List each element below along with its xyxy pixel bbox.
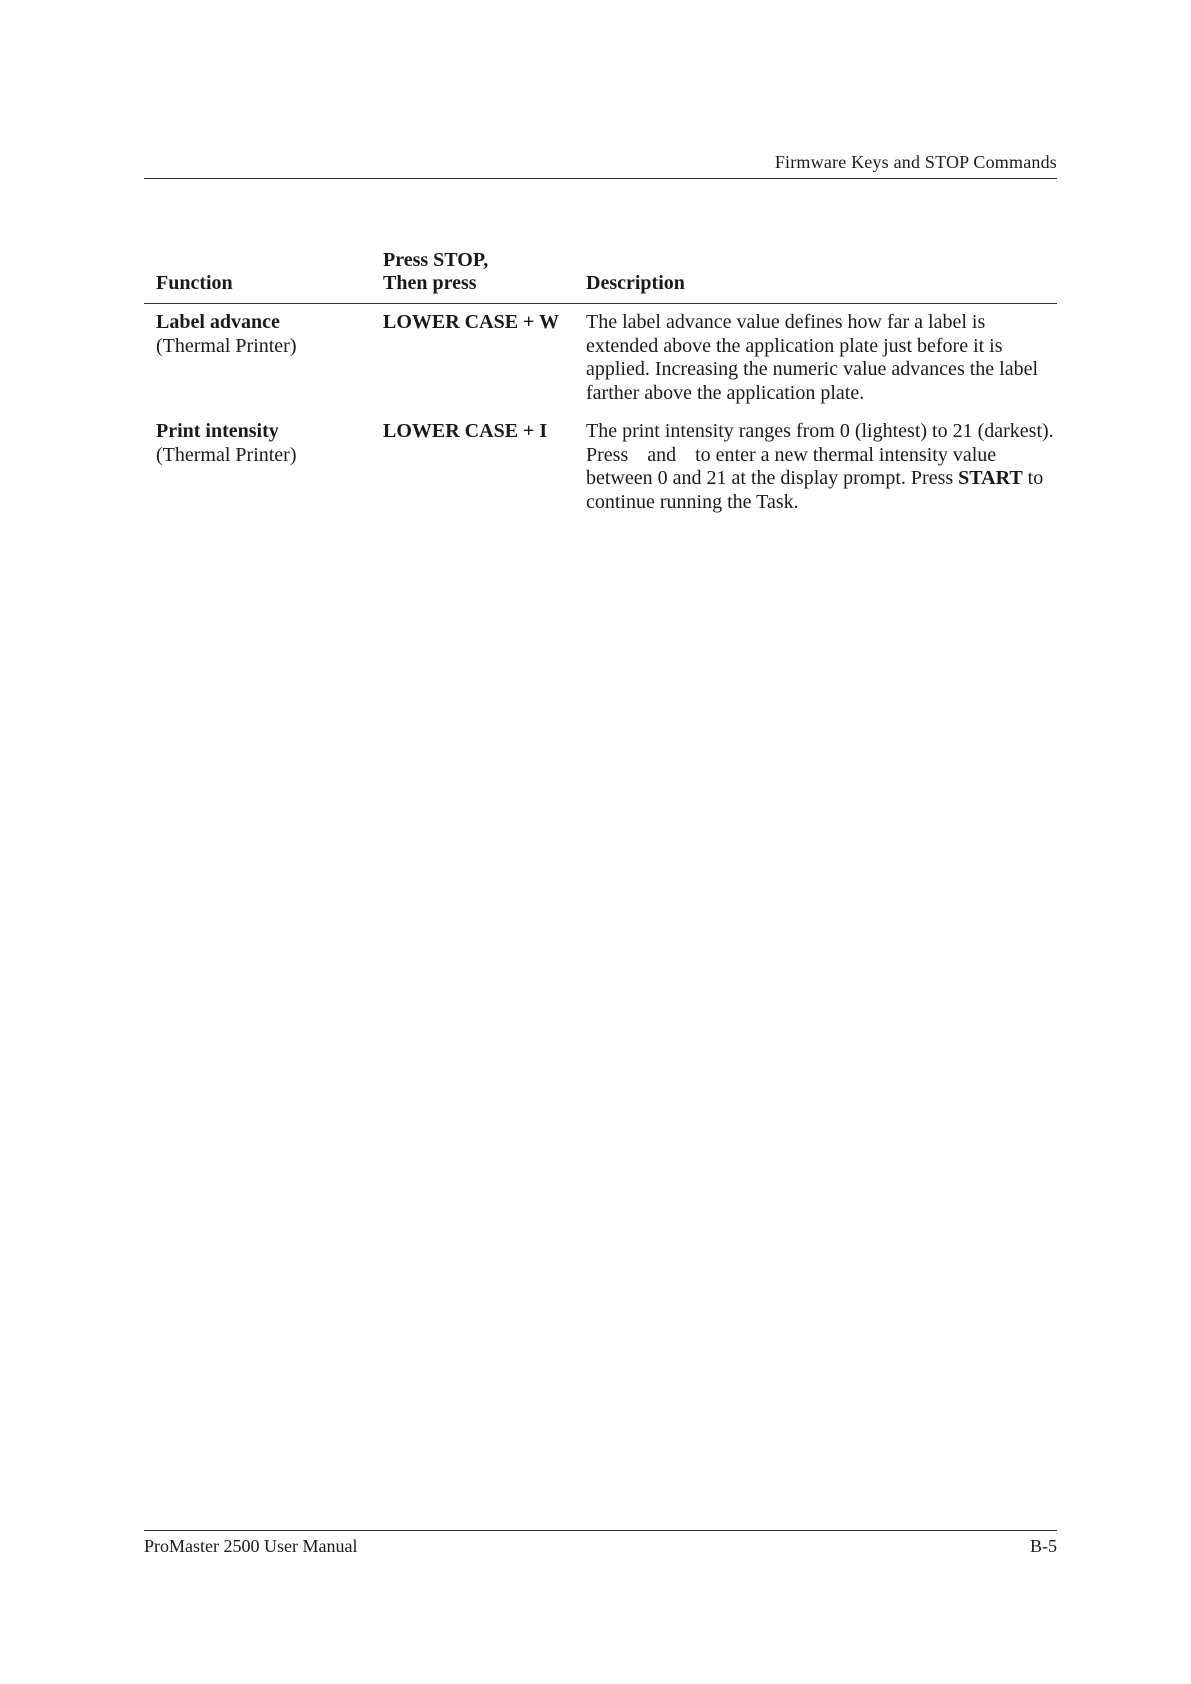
table-row-1-function [156, 311, 297, 358]
table-row-2-function [156, 420, 297, 467]
header-rule [144, 178, 1057, 179]
table-row-2-description [586, 420, 1056, 514]
function-name: Label advance [156, 311, 280, 333]
function-note: (Thermal Printer) [156, 443, 297, 466]
footer-rule [144, 1530, 1057, 1531]
description-text: and [647, 443, 677, 466]
table-row-1-key: LOWER CASE + W [383, 311, 560, 333]
description-text: to enter a new thermal intensity value between 0 and 21 at the display prompt. Press [586, 443, 997, 489]
column-header-key-line1: Press STOP, [383, 249, 489, 271]
start-key-label: START [958, 467, 1023, 489]
description-text: to continue running the Task. [586, 467, 1044, 513]
running-header: Firmware Keys and STOP Commands [774, 152, 1057, 172]
table-row-1-description: The label advance value defines how far a label is extended above the application plate just before it is applied. Increasing the numeric value advances the label farther above the application plate. [586, 311, 1039, 404]
table-row-2-key: LOWER CASE + I [383, 420, 548, 442]
function-name: Print intensity [156, 420, 279, 442]
column-header-description: Description [586, 272, 685, 294]
footer-manual-title: ProMaster 2500 User Manual [144, 1536, 358, 1556]
description-text: The print intensity ranges from 0 (lightest) to 21 (darkest). Press [586, 420, 1054, 466]
column-header-function: Function [156, 272, 233, 294]
footer-page-number: B-5 [1030, 1536, 1057, 1556]
column-header-key-line2: Then press [383, 272, 477, 294]
function-note: (Thermal Printer) [156, 334, 297, 357]
table-header-rule [144, 303, 1057, 304]
column-header-key [383, 249, 488, 295]
